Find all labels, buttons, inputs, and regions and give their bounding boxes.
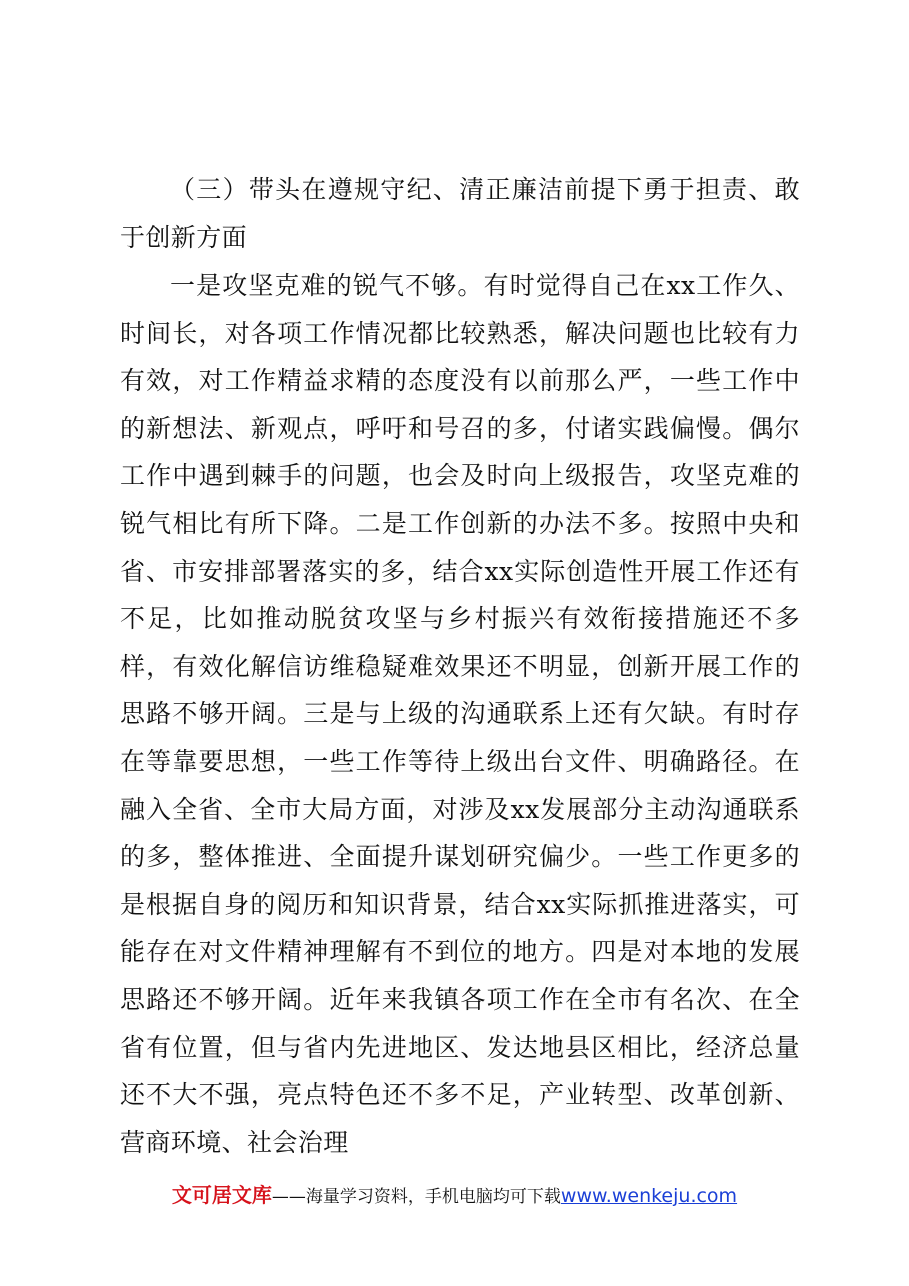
footer-banner xyxy=(0,1180,909,1212)
section-heading: （三）带头在遵规守纪、清正廉洁前提下勇于担责、敢于创新方面 xyxy=(120,175,800,252)
footer-url-link[interactable]: www.wenkeju.com xyxy=(560,1185,738,1207)
body-paragraph: 一是攻坚克难的锐气不够。有时觉得自己在xx工作久、时间长，对各项工作情况都比较熟悉，解决问题也比较有力有效，对工作精益求精的态度没有以前那么严，一些工作中的新想法、新观点，呼吁和号召的多，付诸实践偏慢。偶尔工作中遇到棘手的问题，也会及时向上级报告，攻坚克难的锐气相比有所下降。二是工作创新的办法不多。按照中央和省、市安排部署落实的多，结合xx实际创造性开展工作还有不足，比如推动脱贫攻坚与乡村振兴有效衔接措施还不多样，有效化解信访维稳疑难效果还不明显，创新开展工作的思路不够开阔。三是与上级的沟通联系上还有欠缺。有时存在等靠要思想，一些工作等待上级出台文件、明确路径。在融入全省、全市大局方面，对涉及xx发展部分主动沟通联系的多，整体推进、全面提升谋划研究偏少。一些工作更多的是根据自身的阅历和知识背景，结合xx实际抓推进落实，可能存在对文件精神理解有不到位的地方。四是对本地的发展思路还不够开阔。近年来我镇各项工作在全市有名次、在全省有位置，但与省内先进地区、发达地县区相比，经济总量还不大不强，亮点特色还不多不足，产业转型、改革创新、营商环境、社会治理 xyxy=(120,271,800,1157)
footer-brand: 文可居文库 xyxy=(171,1183,272,1207)
footer-slogan: ——海量学习资料，手机电脑均可下载 xyxy=(271,1187,561,1207)
